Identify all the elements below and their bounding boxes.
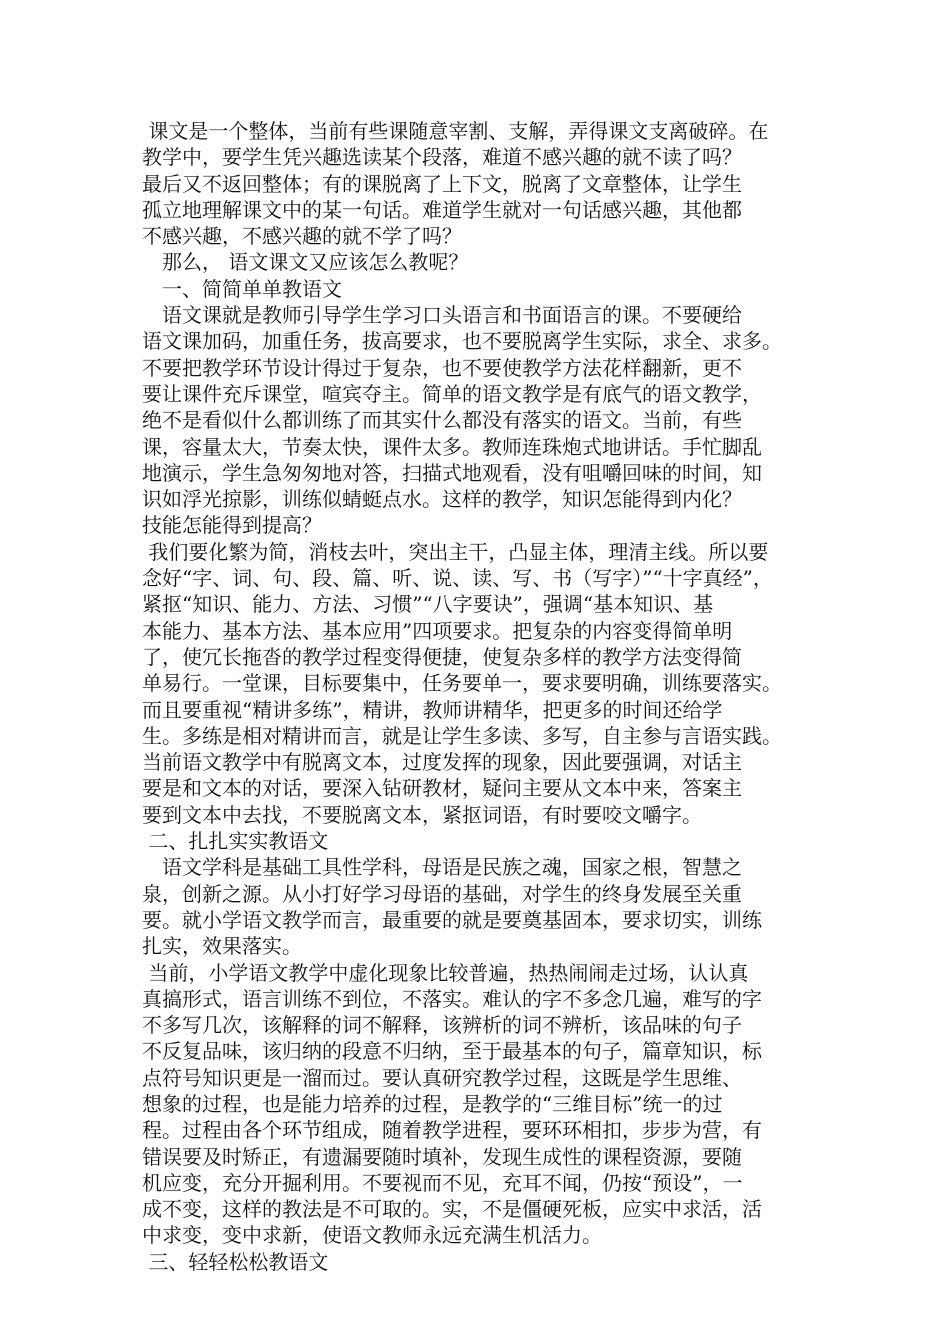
text-line: 生。多练是相对精讲而言，就是让学生多读、多写，自主参与言语实践。 xyxy=(142,723,782,748)
text-line: 当前语文教学中有脱离文本，过度发挥的现象，因此要强调，对话主 xyxy=(142,750,742,775)
text-line: 教学中，要学生凭兴趣选读某个段落，难道不感兴趣的就不读了吗？ xyxy=(142,145,742,170)
text-line: 语文课就是教师引导学生学习口头语言和书面语言的课。不要硬给 xyxy=(142,303,742,328)
text-line: 扎实，效果落实。 xyxy=(142,934,302,959)
text-line: 课文是一个整体，当前有些课随意宰割、支解，弄得课文支离破碎。在 xyxy=(142,119,769,143)
text-line: 中求变，变中求新，使语文教师永远充满生机活力。 xyxy=(142,1223,602,1248)
text-line: 本能力、基本方法、基本应用”四项要求。把复杂的内容变得简单明 xyxy=(142,618,733,643)
text-line: 程。过程由各个环节组成，随着教学进程，要环环相扣，步步为营，有 xyxy=(142,1118,762,1143)
text-line: 不多写几次，该解释的词不解释，该辨析的词不辨析，该品味的句子 xyxy=(142,1013,742,1038)
text-line: 单易行。一堂课，目标要集中，任务要单一，要求要明确，训练要落实。 xyxy=(142,671,782,696)
text-line: 绝不是看似什么都训练了而其实什么都没有落实的语文。当前，有些 xyxy=(142,408,742,433)
text-line: 二、扎扎实实教语文 xyxy=(142,829,329,854)
text-line: 成不变，这样的教法是不可取的。实，不是僵硬死板，应实中求活，活 xyxy=(142,1197,762,1222)
text-line: 当前，小学语文教学中虚化现象比较普遍，热热闹闹走过场，认认真 xyxy=(142,960,749,985)
text-line: 一、简简单单教语文 xyxy=(142,276,342,301)
text-line: 要是和文本的对话，要深入钻研教材，疑问主要从文本中来，答案主 xyxy=(142,776,742,801)
text-line: 我们要化繁为简，消枝去叶，突出主干，凸显主体，理清主线。所以要 xyxy=(142,539,769,564)
text-line: 识如浮光掠影，训练似蜻蜓点水。这样的教学，知识怎能得到内化？ xyxy=(142,487,742,512)
text-line: 机应变，充分开掘利用。不要视而不见，充耳不闻，仍按“预设”，一 xyxy=(142,1170,743,1195)
text-line: 而且要重视“精讲多练”，精讲，教师讲精华，把更多的时间还给学 xyxy=(142,697,723,722)
document-body xyxy=(142,118,832,1275)
text-line: 三、轻轻松松教语文 xyxy=(142,1249,329,1274)
text-line: 课，容量太大，节奏太快，课件太多。教师连珠炮式地讲话。手忙脚乱 xyxy=(142,434,762,459)
text-line: 语文课加码，加重任务，拔高要求，也不要脱离学生实际，求全、求多。 xyxy=(142,329,782,354)
text-line: 点符号知识更是一溜而过。要认真研究教学过程，这既是学生思维、 xyxy=(142,1065,742,1090)
text-line: 真搞形式，语言训练不到位，不落实。难认的字不多念几遍，难写的字 xyxy=(142,986,762,1011)
text-line: 要让课件充斥课堂，喧宾夺主。简单的语文教学是有底气的语文教学， xyxy=(142,381,762,406)
text-line: 泉，创新之源。从小打好学习母语的基础，对学生的终身发展至关重 xyxy=(142,881,742,906)
text-line: 错误要及时矫正，有遗漏要随时填补，发现生成性的课程资源，要随 xyxy=(142,1144,742,1169)
text-line: 技能怎能得到提高？ xyxy=(142,513,322,538)
text-line: 孤立地理解课文中的某一句话。难道学生就对一句话感兴趣，其他都 xyxy=(142,197,742,222)
text-line: 紧抠“知识、能力、方法、习惯”“八字要诀”，强调“基本知识、基 xyxy=(142,592,714,617)
text-line: 最后又不返回整体；有的课脱离了上下文，脱离了文章整体，让学生 xyxy=(142,171,742,196)
text-line: 要。就小学语文教学而言，最重要的就是要奠基固本，要求切实，训练 xyxy=(142,907,762,932)
text-line: 地演示，学生急匆匆地对答，扫描式地观看，没有咀嚼回味的时间，知 xyxy=(142,460,762,485)
text-line: 念好“字、词、句、段、篇、听、说、读、写、书（写字）”“十字真经”， xyxy=(142,566,773,591)
text-line: 语文学科是基础工具性学科，母语是民族之魂，国家之根，智慧之 xyxy=(142,855,742,880)
text-line: 那么， 语文课文又应该怎么教呢？ xyxy=(142,250,469,275)
text-line: 想象的过程，也是能力培养的过程，是教学的“三维目标”统一的过 xyxy=(142,1091,723,1116)
text-line: 不要把教学环节设计得过于复杂，也不要使教学方法花样翻新，更不 xyxy=(142,355,742,380)
text-line: 要到文本中去找，不要脱离文本，紧抠词语，有时要咬文嚼字。 xyxy=(142,802,702,827)
text-line: 不感兴趣，不感兴趣的就不学了吗？ xyxy=(142,224,462,249)
text-line: 不反复品味，该归纳的段意不归纳，至于最基本的句子，篇章知识，标 xyxy=(142,1039,762,1064)
text-line: 了，使冗长拖沓的教学过程变得便捷，使复杂多样的教学方法变得简 xyxy=(142,644,742,669)
